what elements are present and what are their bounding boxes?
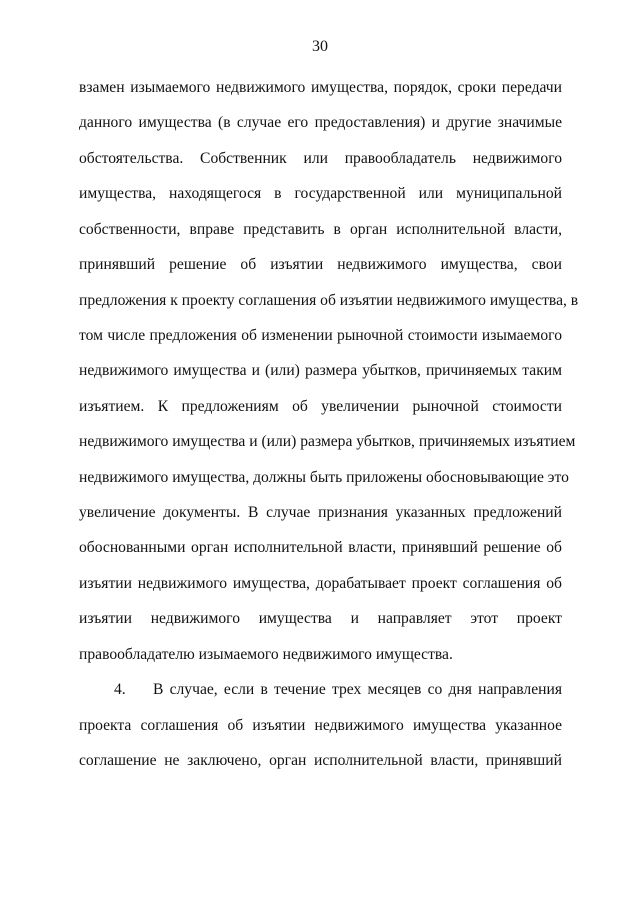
text-line: недвижимого имущества и (или) размера убытков, причиняемых изъятием (79, 433, 576, 450)
text-line: изъятии недвижимого имущества, дорабатывает проект соглашения об (79, 575, 562, 592)
text-line: правообладателю изымаемого недвижимого имущества. (79, 646, 453, 663)
text-line: обоснованными орган исполнительной власти, принявший решение об (79, 539, 562, 556)
text-line: данного имущества (в случае его предоставления) и другие значимые (79, 114, 562, 131)
text-line: принявший решение об изъятии недвижимого имущества, свои (79, 256, 562, 273)
text-line: изъятием. К предложениям об увеличении рыночной стоимости (79, 398, 562, 415)
text-line: имущества, находящегося в государственной или муниципальной (79, 185, 562, 202)
paragraph-number: 4. (114, 681, 126, 698)
text-line: недвижимого имущества и (или) размера убытков, причиняемых таким (79, 362, 562, 379)
page-number: 30 (312, 38, 328, 55)
text-line: недвижимого имущества, должны быть приложены обосновывающие это (79, 469, 569, 486)
text-line: увеличение документы. В случае признания указанных предложений (79, 504, 562, 521)
text-line: том числе предложения об изменении рыночной стоимости изымаемого (79, 327, 562, 344)
text-line: обстоятельства. Собственник или правообладатель недвижимого (79, 150, 562, 167)
text-line: В случае, если в течение трех месяцев со дня направления (153, 681, 562, 698)
text-line: собственности, вправе представить в орган исполнительной власти, (79, 221, 562, 238)
text-line: взамен изымаемого недвижимого имущества, порядок, сроки передачи (79, 79, 562, 96)
text-line: проекта соглашения об изъятии недвижимого имущества указанное (79, 717, 562, 734)
text-line: изъятии недвижимого имущества и направляет этот проект (79, 610, 562, 627)
text-line: соглашение не заключено, орган исполнительной власти, принявший (79, 752, 562, 769)
text-line: предложения к проекту соглашения об изъятии недвижимого имущества, в (79, 292, 579, 309)
